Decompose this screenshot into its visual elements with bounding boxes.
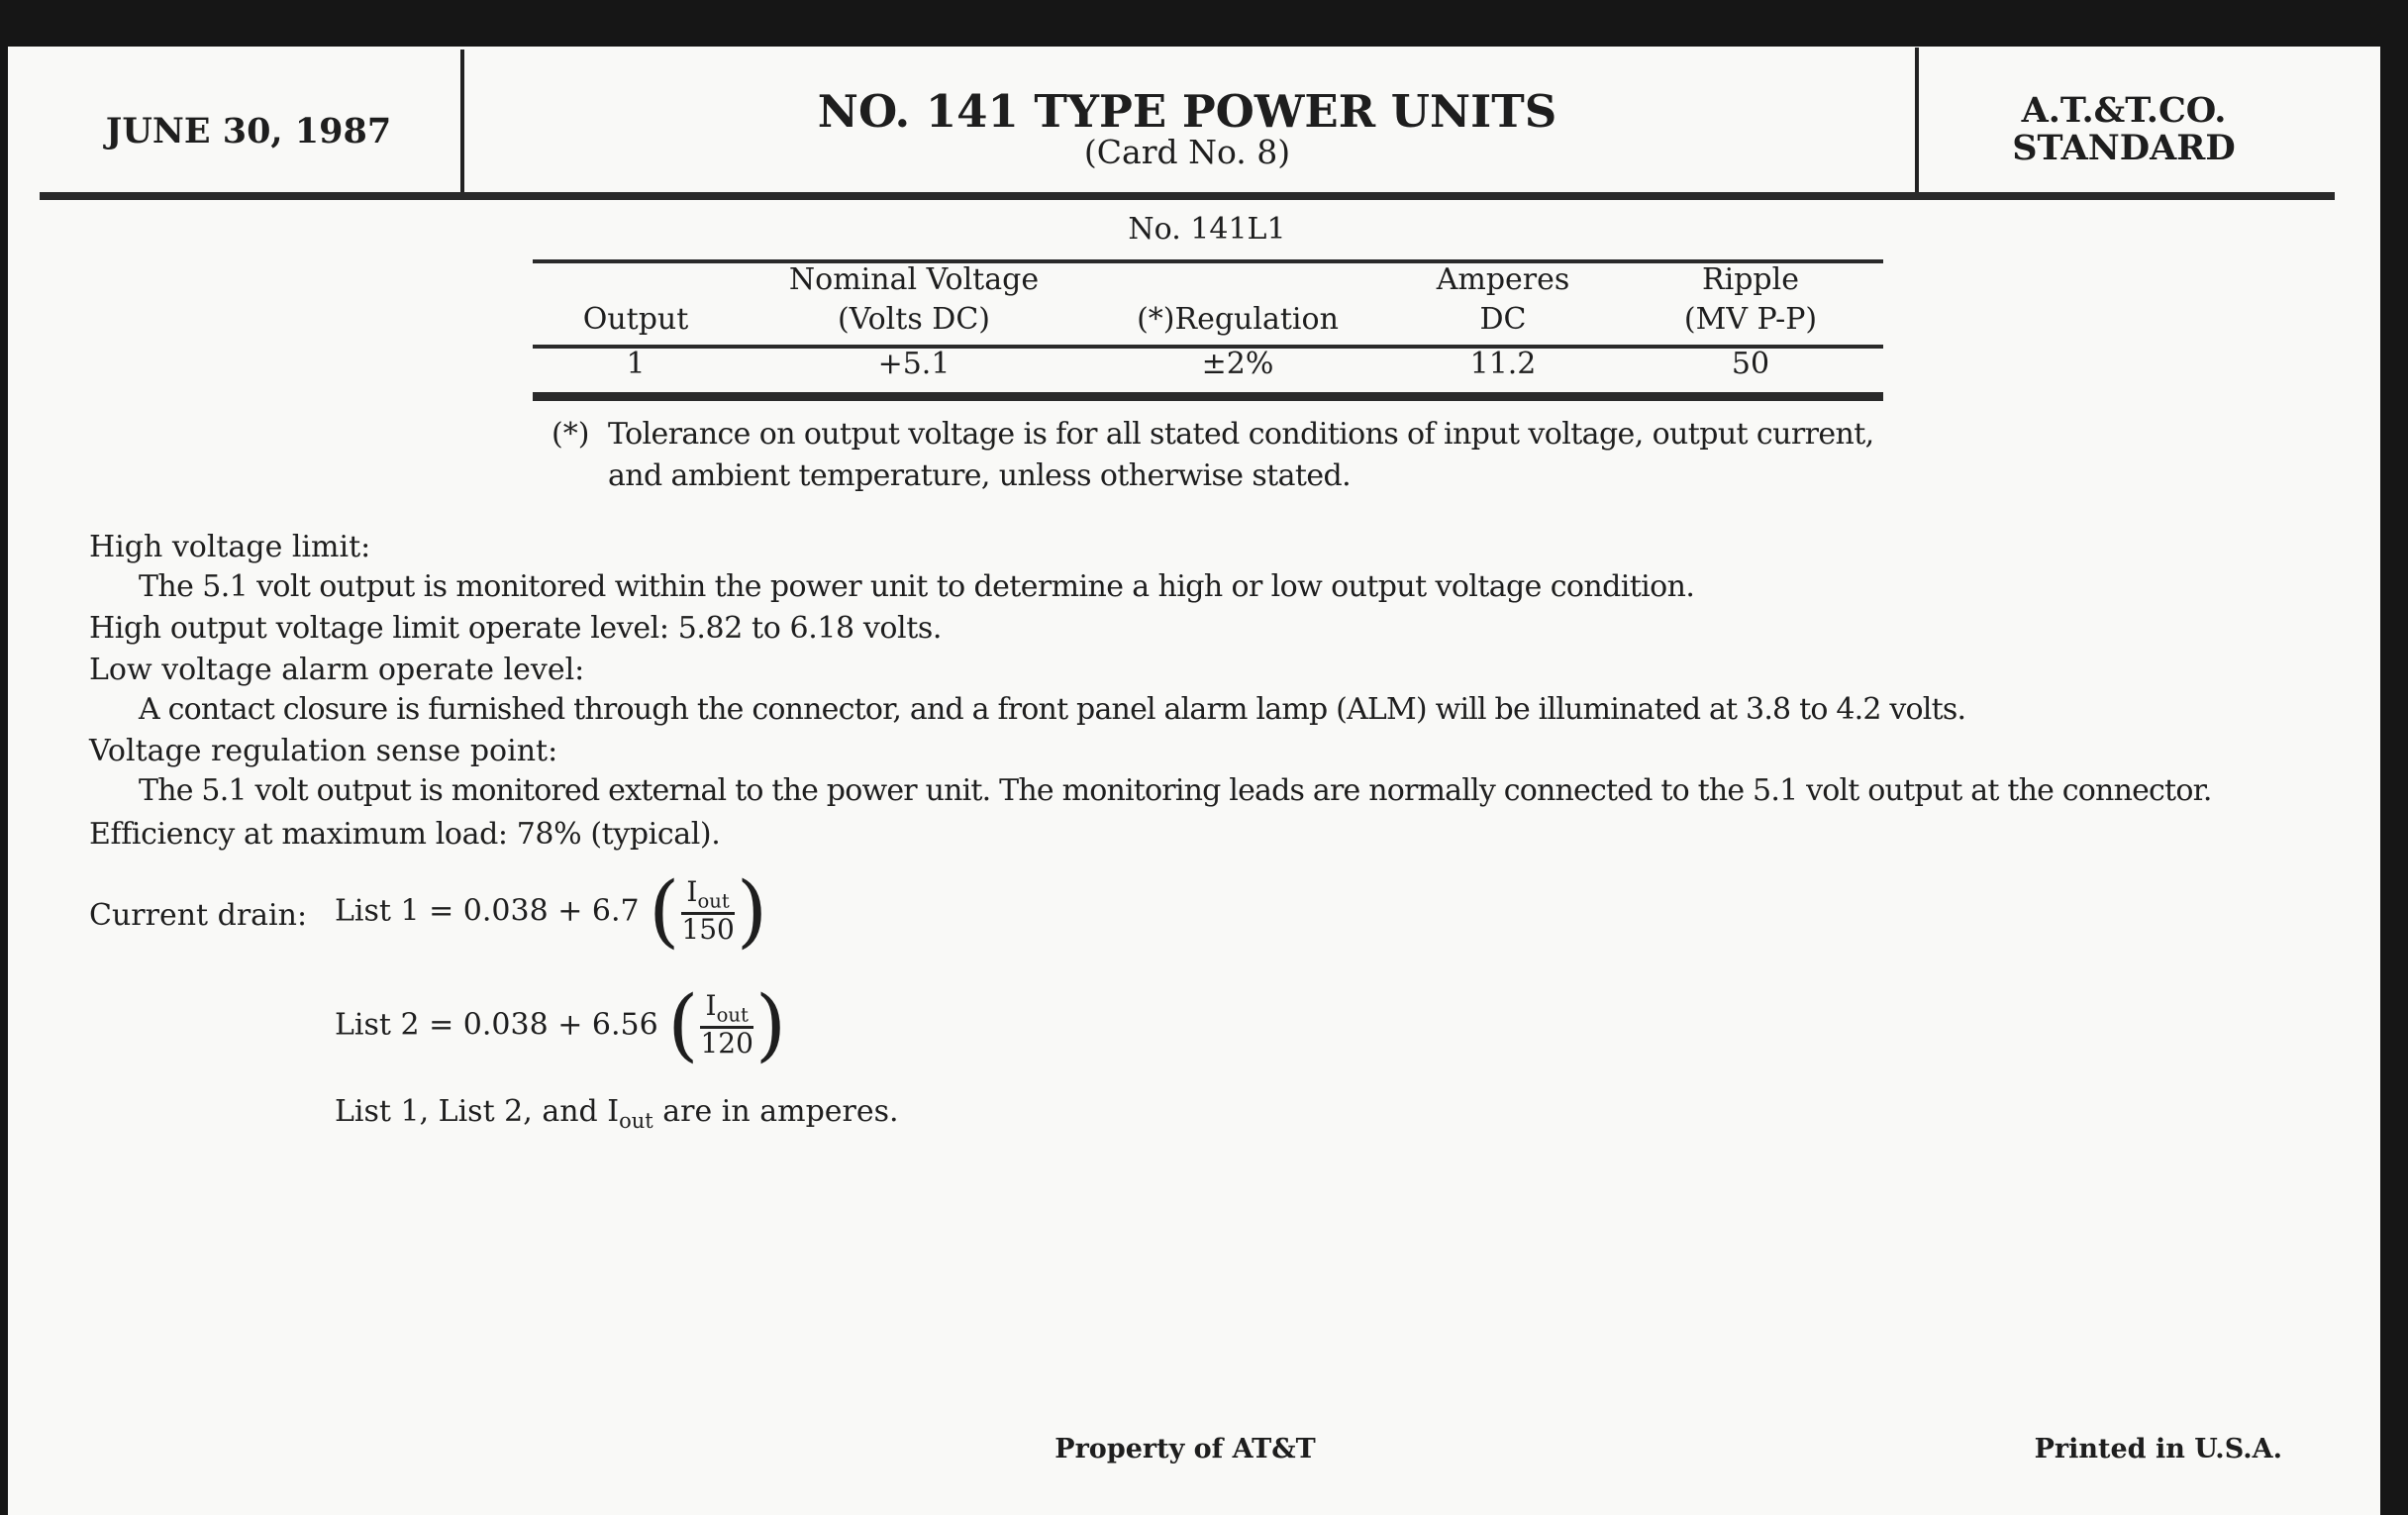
spec-detail: The 5.1 volt output is monitored external to the power unit. The monitoring leads are normally connected to the 5.1 volt output at the connector. — [139, 773, 2212, 808]
numerator: I — [705, 988, 717, 1022]
left-paren: ( — [649, 864, 680, 957]
column-header: (MV P-P) — [1683, 302, 1818, 337]
column-header: (Volts DC) — [838, 302, 990, 337]
table-top-rule — [533, 259, 1883, 263]
right-paren: ) — [754, 978, 787, 1070]
property-notice: Property of AT&T — [1054, 1434, 1316, 1464]
spec-heading: High output voltage limit operate level: 5.82 to 6.18 volts. — [89, 611, 943, 646]
header-divider-left — [460, 50, 464, 198]
column-header: Nominal Voltage — [788, 262, 1040, 297]
numerator-subscript: out — [697, 889, 730, 913]
units-note — [335, 1094, 899, 1133]
footnote-line: Tolerance on output voltage is for all stated conditions of input voltage, output current, — [608, 417, 1874, 452]
standard-label-1: A.T.&T.CO. — [2021, 90, 2227, 131]
fraction — [700, 988, 753, 1060]
units-text: List 1, List 2, and I — [335, 1094, 620, 1129]
footnote-line: and ambient temperature, unless otherwise stated. — [608, 458, 1352, 493]
left-paren: ( — [667, 978, 699, 1070]
units-subscript: out — [619, 1109, 653, 1133]
column-header: Ripple — [1702, 262, 1799, 297]
column-header: Amperes — [1436, 262, 1570, 297]
table-cell: +5.1 — [877, 347, 951, 381]
column-header: Output — [582, 302, 689, 337]
list2-formula — [335, 978, 787, 1070]
header-divider-right — [1915, 48, 1919, 196]
numerator-subscript: out — [716, 1003, 749, 1027]
formula-lhs: List 2 = 0.038 + 6.56 — [335, 1007, 658, 1043]
printed-notice: Printed in U.S.A. — [2034, 1434, 2282, 1464]
table-bottom-rule — [533, 392, 1883, 401]
spec-heading: Low voltage alarm operate level: — [89, 653, 585, 687]
spec-heading: Voltage regulation sense point: — [89, 734, 558, 768]
table-cell: 50 — [1731, 347, 1770, 381]
numerator: I — [686, 874, 698, 908]
table-cell: 11.2 — [1469, 347, 1537, 381]
denominator: 150 — [681, 913, 735, 947]
column-header: DC — [1479, 302, 1527, 337]
fraction — [681, 874, 735, 947]
standard-label-2: STANDARD — [2012, 128, 2236, 168]
current-drain-label: Current drain: — [89, 898, 308, 933]
units-text: are in amperes. — [652, 1094, 899, 1129]
table-cell: ±2% — [1201, 347, 1274, 381]
footnote-marker: (*) — [552, 417, 590, 452]
spec-heading: High voltage limit: — [89, 530, 371, 564]
page-title: NO. 141 TYPE POWER UNITS — [817, 85, 1557, 138]
column-header: (*)Regulation — [1137, 302, 1339, 337]
spec-detail: A contact closure is furnished through the connector, and a front panel alarm lamp (ALM) will be illuminated at 3.8 to 4.2 volts. — [139, 692, 1966, 727]
header-rule — [40, 192, 2335, 200]
list1-formula — [335, 864, 768, 957]
spec-heading: Efficiency at maximum load: 78% (typical). — [89, 817, 721, 852]
card-number: (Card No. 8) — [1083, 133, 1291, 171]
right-paren: ) — [736, 864, 768, 957]
table-caption: No. 141L1 — [1128, 212, 1286, 247]
spec-detail: The 5.1 volt output is monitored within the power unit to determine a high or low output voltage condition. — [139, 569, 1695, 604]
issue-date: JUNE 30, 1987 — [105, 111, 392, 152]
table-cell: 1 — [626, 347, 646, 381]
denominator: 120 — [700, 1027, 753, 1060]
formula-lhs: List 1 = 0.038 + 6.7 — [335, 893, 640, 929]
